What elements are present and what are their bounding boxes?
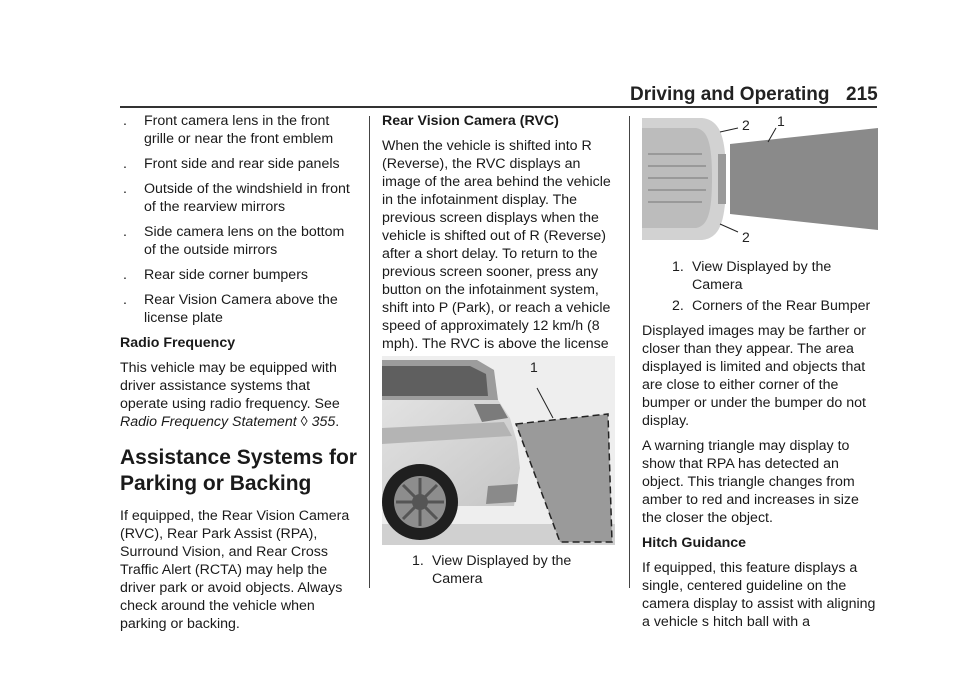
page-ref-number[interactable]: 355 [311,414,336,430]
list-item: . Outside of the windshield in front of the rearview mirrors [123,181,350,215]
figure-1-caption [382,552,618,591]
rear-camera-figure [382,356,615,545]
cross-reference-link[interactable]: Radio Frequency Statement [120,414,297,430]
figure-2-caption [642,258,878,315]
column-1 [120,112,358,640]
section-heading: Assistance Systems for Parking or Backing [120,446,357,495]
column-divider-1 [369,116,370,588]
list-item: . Rear side corner bumpers [123,267,309,283]
list-item: . Rear Vision Camera above the license plate [123,292,338,326]
section-title: Driving and Operating [630,84,830,105]
rvc-heading: Rear Vision Camera (RVC) [382,113,559,129]
list-item: . Front camera lens in the front grille or near the front emblem [123,113,334,147]
header-rule [120,106,877,108]
callout-label: 2 [742,117,750,133]
column-3 [642,258,878,638]
hitch-guidance-paragraph: If equipped, this feature displays a single, centered guideline on the camera display to assist with aligning a vehicle s hitch ball with a [642,560,876,630]
callout-label: 1 [530,359,538,375]
list-item: 2. Corners of the Rear Bumper [672,298,871,314]
callout-label: 1 [777,114,785,129]
list-item: 1. View Displayed by the Camera [412,553,572,587]
rvc-paragraph: When the vehicle is shifted into R (Reverse), the RVC displays an image of the area behind the vehicle in the infotainment display. The previous screen displays when the vehicle is shifted out of R (Reverse) after a short delay. To return to the previous screen sooner, press any button on the infotainment system, shift into P (Park), or reach a vehicle speed of approximately 12 km/h (8 mph). The RVC is above the license [382,138,611,352]
radio-frequency-paragraph: This vehicle may be equipped with driver assistance systems that operate using radio frequency. See Radio Frequency Statement ◊ 355. [120,360,340,430]
list-item: . Front side and rear side panels [123,156,340,172]
radio-frequency-heading: Radio Frequency [120,335,236,351]
top-view-figure [642,114,878,244]
callout-label: 2 [742,229,750,244]
column-2 [382,112,618,378]
assistance-paragraph: If equipped, the Rear Vision Camera (RVC), Rear Park Assist (RPA), Surround Vision, and Rear Cross Traffic Alert (RCTA) may help the driver park or avoid objects. Always check around the vehicle when parking or backing. [120,508,350,632]
warning-triangle-paragraph: A warning triangle may display to show that RPA has detected an object. This triangle changes from amber to red and increases in size the closer the object. [642,438,859,526]
hitch-guidance-heading: Hitch Guidance [642,535,747,551]
column-divider-2 [629,116,630,588]
list-item: 1. View Displayed by the Camera [672,259,832,293]
page-ref-icon: ◊ [300,414,308,430]
page-number: 215 [846,84,878,105]
sensor-location-list [120,112,358,327]
list-item: . Side camera lens on the bottom of the outside mirrors [123,224,345,258]
display-limits-paragraph: Displayed images may be farther or closer than they appear. The area displayed is limited and objects that are close to either corner of the bumper or under the bumper do not display. [642,323,866,429]
